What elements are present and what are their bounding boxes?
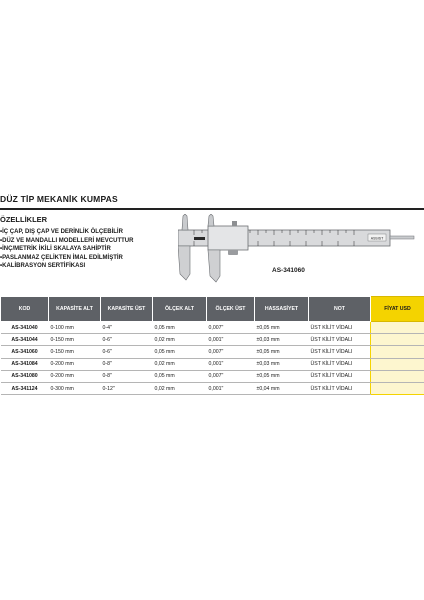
- col-header-note: NOT: [309, 297, 371, 322]
- cell-price: [371, 358, 424, 370]
- cell-scale-low: 0,02 mm: [153, 334, 207, 346]
- product-model-label: AS-341060: [272, 267, 305, 274]
- cell-note: ÜST KİLİT VİDALI: [309, 322, 371, 334]
- title-divider: [0, 208, 424, 210]
- cell-note: ÜST KİLİT VİDALI: [309, 358, 371, 370]
- spec-table: [0, 296, 424, 395]
- cell-code: AS-341084: [1, 358, 49, 370]
- cell-accuracy: ±0,03 mm: [255, 334, 309, 346]
- cell-accuracy: ±0,04 mm: [255, 382, 309, 394]
- cell-capacity-low: 0-100 mm: [49, 322, 101, 334]
- feature-item: • KALİBRASYON SERTİFİKASI: [0, 262, 133, 271]
- cell-accuracy: ±0,05 mm: [255, 346, 309, 358]
- cell-scale-high: 0,001": [207, 334, 255, 346]
- features-heading: ÖZELLİKLER: [0, 215, 48, 224]
- feature-item: • PASLANMAZ ÇELİKTEN İMAL EDİLMİŞTİR: [0, 254, 133, 263]
- col-header-price: FİYAT USD: [371, 297, 424, 322]
- table-row: [1, 334, 424, 346]
- cell-scale-low: 0,02 mm: [153, 382, 207, 394]
- cell-capacity-low: 0-200 mm: [49, 358, 101, 370]
- page-title: DÜZ TİP MEKANİK KUMPAS: [0, 194, 118, 204]
- cell-code: AS-341060: [1, 346, 49, 358]
- cell-capacity-high: 0-4": [101, 322, 153, 334]
- features-list: [0, 228, 133, 271]
- cell-note: ÜST KİLİT VİDALI: [309, 346, 371, 358]
- cell-price: [371, 322, 424, 334]
- cell-note: ÜST KİLİT VİDALI: [309, 370, 371, 382]
- cell-capacity-high: 0-12": [101, 382, 153, 394]
- cell-capacity-low: 0-150 mm: [49, 334, 101, 346]
- cell-price: [371, 382, 424, 394]
- cell-scale-low: 0,05 mm: [153, 322, 207, 334]
- cell-accuracy: ±0,03 mm: [255, 358, 309, 370]
- cell-capacity-high: 0-6": [101, 346, 153, 358]
- cell-scale-high: 0,007": [207, 346, 255, 358]
- cell-capacity-high: 0-8": [101, 358, 153, 370]
- col-header-code: KOD: [1, 297, 49, 322]
- cell-price: [371, 334, 424, 346]
- table-row: [1, 322, 424, 334]
- svg-text:ASSIST: ASSIST: [370, 236, 384, 241]
- col-header-scale-high: ÖLÇEK ÜST: [207, 297, 255, 322]
- col-header-accuracy: HASSASİYET: [255, 297, 309, 322]
- feature-item: • İÇ ÇAP, DIŞ ÇAP VE DERİNLİK ÖLÇEBİLİR: [0, 228, 133, 237]
- feature-item: • İNÇ/METRİK İKİLİ SKALAYA SAHİPTİR: [0, 245, 133, 254]
- cell-code: AS-341080: [1, 370, 49, 382]
- cell-code: AS-341040: [1, 322, 49, 334]
- cell-capacity-low: 0-200 mm: [49, 370, 101, 382]
- table-header-row: [1, 297, 424, 322]
- cell-capacity-low: 0-300 mm: [49, 382, 101, 394]
- cell-accuracy: ±0,05 mm: [255, 370, 309, 382]
- cell-scale-low: 0,05 mm: [153, 346, 207, 358]
- cell-capacity-low: 0-150 mm: [49, 346, 101, 358]
- cell-scale-high: 0,001": [207, 358, 255, 370]
- col-header-capacity-low: KAPASİTE ALT: [49, 297, 101, 322]
- cell-accuracy: ±0,05 mm: [255, 322, 309, 334]
- table-row: [1, 382, 424, 394]
- cell-capacity-high: 0-6": [101, 334, 153, 346]
- table-row: [1, 358, 424, 370]
- table-row: [1, 370, 424, 382]
- cell-code: AS-341124: [1, 382, 49, 394]
- cell-note: ÜST KİLİT VİDALI: [309, 382, 371, 394]
- feature-item: • DÜZ VE MANDALLI MODELLERİ MEVCUTTUR: [0, 237, 133, 246]
- cell-price: [371, 370, 424, 382]
- cell-price: [371, 346, 424, 358]
- cell-capacity-high: 0-8": [101, 370, 153, 382]
- cell-code: AS-341044: [1, 334, 49, 346]
- cell-scale-high: 0,001": [207, 382, 255, 394]
- cell-scale-high: 0,007": [207, 370, 255, 382]
- cell-note: ÜST KİLİT VİDALI: [309, 334, 371, 346]
- col-header-scale-low: ÖLÇEK ALT: [153, 297, 207, 322]
- cell-scale-low: 0,05 mm: [153, 370, 207, 382]
- col-header-capacity-high: KAPASİTE ÜST: [101, 297, 153, 322]
- cell-scale-low: 0,02 mm: [153, 358, 207, 370]
- table-row: [1, 346, 424, 358]
- cell-scale-high: 0,007": [207, 322, 255, 334]
